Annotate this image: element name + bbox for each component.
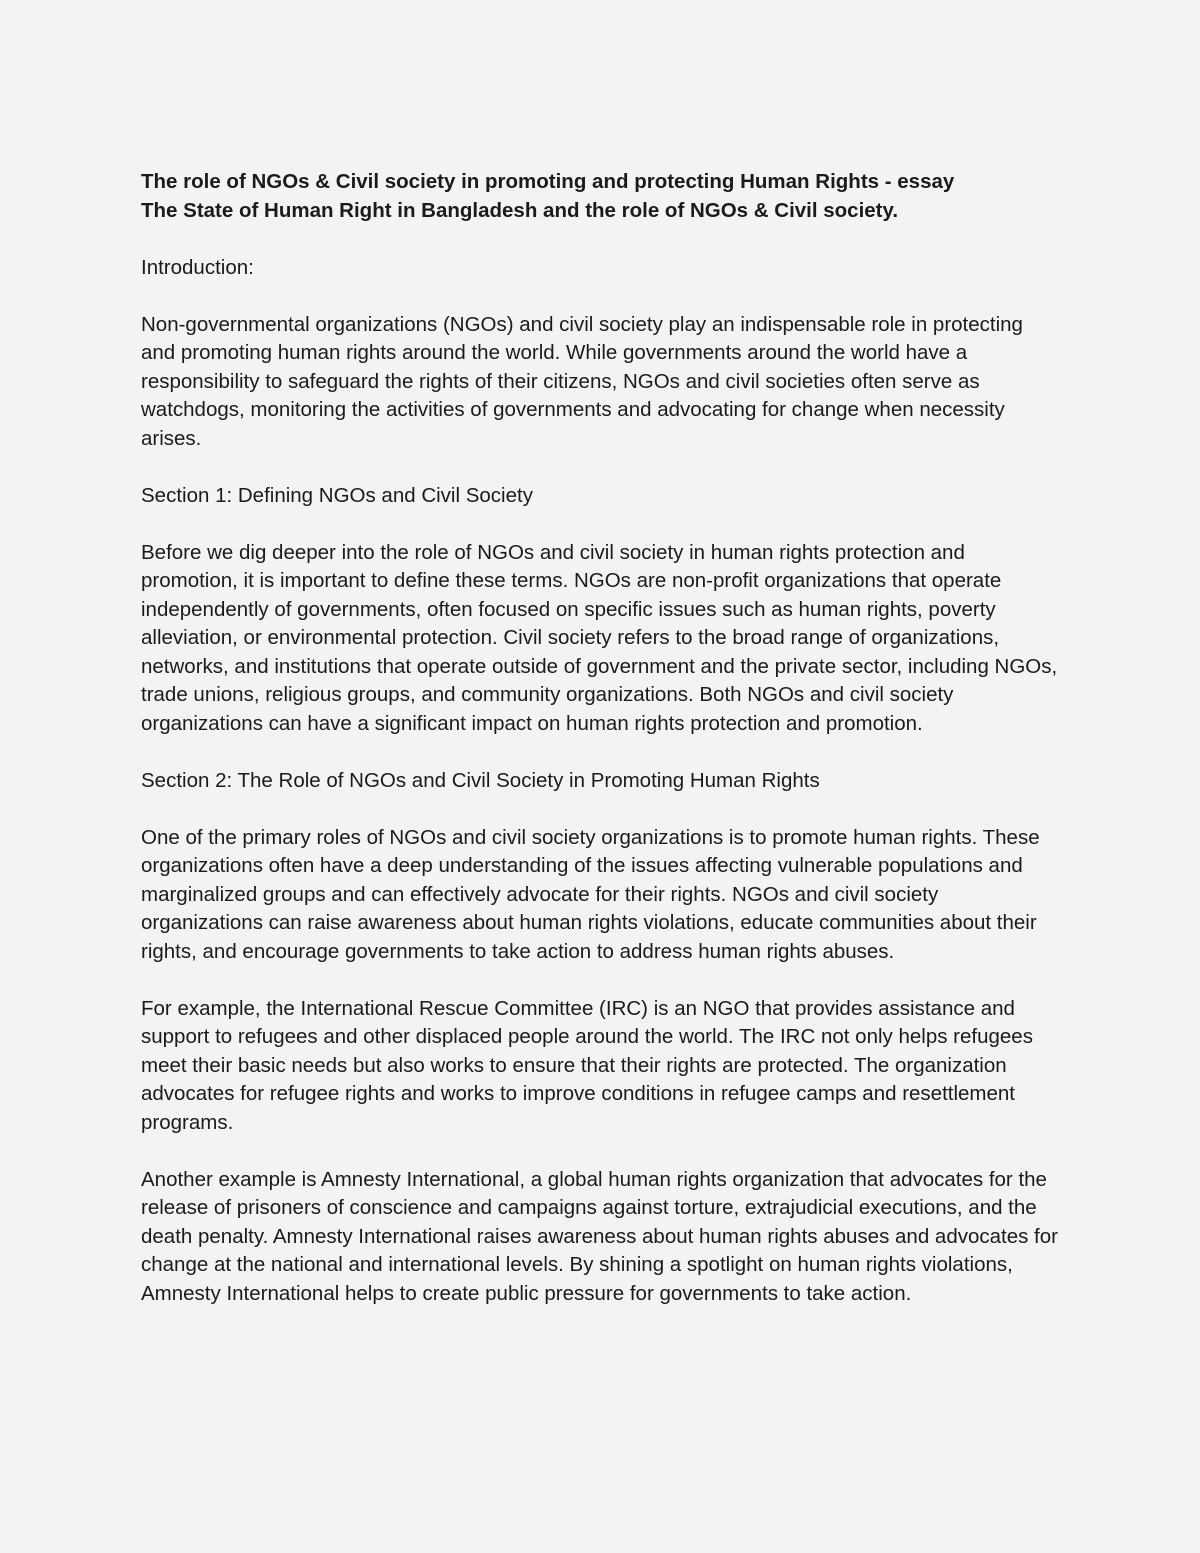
spacer	[141, 510, 1061, 539]
section2-paragraph-1: One of the primary roles of NGOs and civil society organizations is to promote human rights. These organizations often have a deep understanding of the issues affecting vulnerable populations and marginalized groups and can effectively advocate for their rights. NGOs and civil society organizations can raise awareness about human rights violations, educate communities about their rights, and encourage governments to take action to address human rights abuses.	[141, 825, 1040, 963]
section2-paragraph-2: For example, the International Rescue Committee (IRC) is an NGO that provides assistance and support to refugees and other displaced people around the world. The IRC not only helps refugees meet their basic needs but also works to ensure that their rights are protected. The organization advocates for refugee rights and works to improve conditions in refugee camps and resettlement programs.	[141, 996, 1033, 1134]
document-title-line-1: The role of NGOs & Civil society in promoting and protecting Human Rights - essay	[141, 170, 955, 193]
spacer	[141, 1137, 1061, 1166]
spacer	[141, 282, 1061, 311]
spacer	[141, 453, 1061, 482]
introduction-heading: Introduction:	[141, 255, 254, 279]
section2-paragraph-3: Another example is Amnesty International, a global human rights organization that advocates for the release of prisoners of conscience and campaigns against torture, extrajudicial executions, and the death penalty. Amnesty International raises awareness about human rights abuses and advocates for change at the national and international levels. By shining a spotlight on human rights violations, Amnesty International helps to create public pressure for governments to take action.	[141, 1167, 1058, 1305]
document-title-line-2: The State of Human Right in Bangladesh and the role of NGOs & Civil society.	[141, 198, 899, 222]
document-body	[141, 168, 1061, 1308]
spacer	[141, 225, 1061, 254]
spacer	[141, 966, 1061, 995]
spacer	[141, 738, 1061, 767]
introduction-paragraph: Non-governmental organizations (NGOs) and civil society play an indispensable role in protecting and promoting human rights around the world. While governments around the world have a responsibility to safeguard the rights of their citizens, NGOs and civil societies often serve as watchdogs, monitoring the activities of governments and advocating for change when necessity arises.	[141, 312, 1023, 450]
section1-paragraph: Before we dig deeper into the role of NGOs and civil society in human rights protection and promotion, it is important to define these terms. NGOs are non-profit organizations that operate independently of governments, often focused on specific issues such as human rights, poverty alleviation, or environmental protection. Civil society refers to the broad range of organizations, networks, and institutions that operate outside of government and the private sector, including NGOs, trade unions, religious groups, and community organizations. Both NGOs and civil society organizations can have a significant impact on human rights protection and promotion.	[141, 540, 1058, 735]
spacer	[141, 795, 1061, 824]
section2-heading: Section 2: The Role of NGOs and Civil Society in Promoting Human Rights	[141, 768, 820, 792]
section1-heading: Section 1: Defining NGOs and Civil Society	[141, 483, 533, 507]
